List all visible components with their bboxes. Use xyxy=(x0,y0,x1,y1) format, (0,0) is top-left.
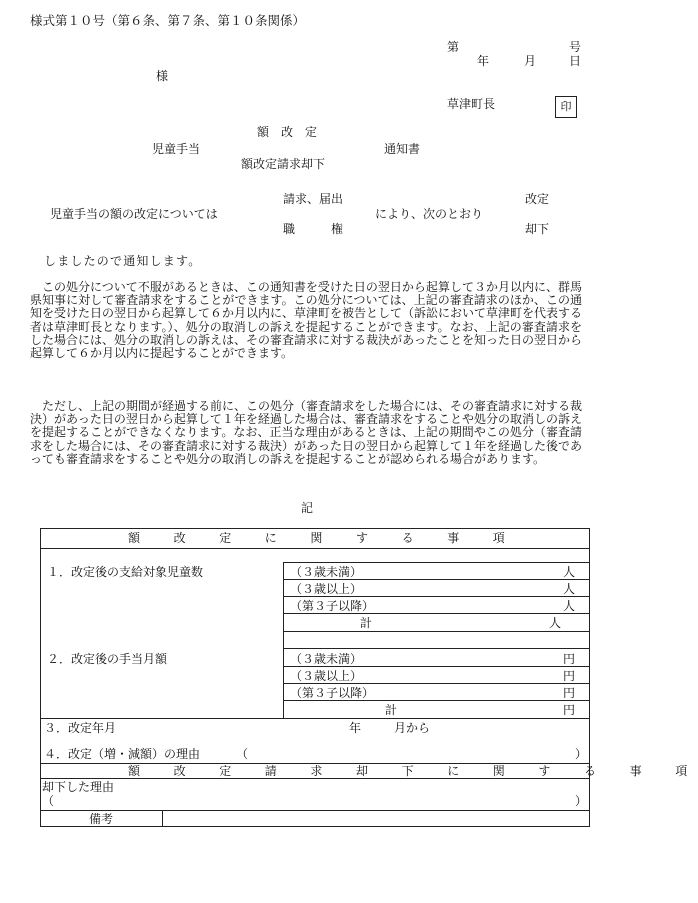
count-row-under3-unit: 人 xyxy=(563,565,576,579)
basis-request: 請求、届出 xyxy=(283,192,344,206)
count-total-label: 計 xyxy=(360,616,373,630)
amount-total-unit: 円 xyxy=(563,703,576,717)
revision-reason-open: （ xyxy=(236,747,249,761)
statement-closing: しましたので通知します。 xyxy=(44,254,202,268)
count-row-third-child-label: （第３子以降） xyxy=(290,599,375,613)
seal-stamp: 印 xyxy=(555,96,577,118)
amount-row-third-child-label: （第３子以降） xyxy=(290,686,375,700)
amount-total-label: 計 xyxy=(385,703,398,717)
amount-row-over3-label: （３歳以上） xyxy=(290,669,363,683)
count-row-over3-unit: 人 xyxy=(563,582,576,596)
count-row-third-child-unit: 人 xyxy=(563,599,576,613)
date-month: 月 xyxy=(524,54,537,68)
sender: 草津町長 xyxy=(447,97,496,111)
appeal-paragraph-1: この処分について不服があるときは、この通知書を受けた日の翌日から起算して３か月以内に、群馬県知事に対して審査請求をすることができます。この処分については、上記の審査請求のほか、この通知を受けた日の翌日から起算して６か月以内に、草津町を被告として（訴訟において草津町を代表する者は草津町長となります。）、処分の取消しの訴えを提起することができます。なお、上記の審査請求をした場合には、処分の取消しの訴えは、その審査請求に対する裁決があったことを知った日の翌日から起算して６か月以内に提起することができます。 xyxy=(30,280,583,361)
count-total-unit: 人 xyxy=(549,616,562,630)
rejection-reason-open: （ xyxy=(42,794,55,808)
remarks-label: 備考 xyxy=(89,812,114,826)
count-row-over3-label: （３歳以上） xyxy=(290,582,363,596)
date-year: 年 xyxy=(477,54,490,68)
amount-row-under3-label: （３歳未満） xyxy=(290,652,363,666)
count-row-under3-label: （３歳未満） xyxy=(290,565,363,579)
title-option-amount-revision: 額 改 定 xyxy=(257,125,318,139)
appeal-paragraph-2: ただし、上記の期間が経過する前に、この処分（審査請求をした場合には、その審査請求に対する裁決）があった日の翌日から起算して１年を経過した場合は、審査請求をすることや処分の取消しの訴えを提起することができなくなります。なお、正当な理由があるときは、上記の期間やこの処分（審査請求をした場合には、その審査請求に対する裁決）があった日の翌日から起算して１年を経過した後であっても審査請求をすることや処分の取消しの訴えを提起することが認められる場合があります。 xyxy=(30,399,583,466)
basis-authority: 職 権 xyxy=(283,222,344,236)
result-revised: 改定 xyxy=(525,192,550,206)
table-header-rejection: 額 改 定 請 求 却 下 に 関 す る 事 項 xyxy=(128,764,698,778)
ki-mark: 記 xyxy=(301,501,314,515)
monthly-amount-label: ２．改定後の手当月額 xyxy=(47,652,168,666)
title-suffix: 通知書 xyxy=(384,142,421,156)
recipient-suffix: 様 xyxy=(156,69,169,83)
form-title: 様式第１０号（第６条、第７条、第１０条関係） xyxy=(30,13,306,28)
rejection-reason-close: ） xyxy=(575,794,588,808)
title-option-rejection: 額改定請求却下 xyxy=(241,157,326,171)
revision-month-label: ３．改定年月 xyxy=(44,721,117,735)
table-header-revision: 額 改 定 に 関 す る 事 項 xyxy=(128,531,516,545)
amount-row-third-child-unit: 円 xyxy=(563,686,576,700)
rejection-reason-label: 却下した理由 xyxy=(42,780,115,794)
number-label: 第 xyxy=(447,40,460,54)
child-count-label: １．改定後の支給対象児童数 xyxy=(47,565,204,579)
statement-middle: により、次のとおり xyxy=(375,207,484,221)
revision-reason-close: ） xyxy=(575,747,588,761)
title-prefix: 児童手当 xyxy=(152,142,201,156)
result-rejected: 却下 xyxy=(525,222,550,236)
amount-row-over3-unit: 円 xyxy=(563,669,576,683)
amount-row-under3-unit: 円 xyxy=(563,652,576,666)
number-suffix: 号 xyxy=(569,40,582,54)
date-day: 日 xyxy=(569,54,582,68)
revision-year-unit: 年 xyxy=(349,721,362,735)
statement-lead: 児童手当の額の改定については xyxy=(50,207,218,221)
revision-month-from: 月から xyxy=(394,721,431,735)
revision-reason-label: ４．改定（増・減額）の理由 xyxy=(44,747,201,761)
